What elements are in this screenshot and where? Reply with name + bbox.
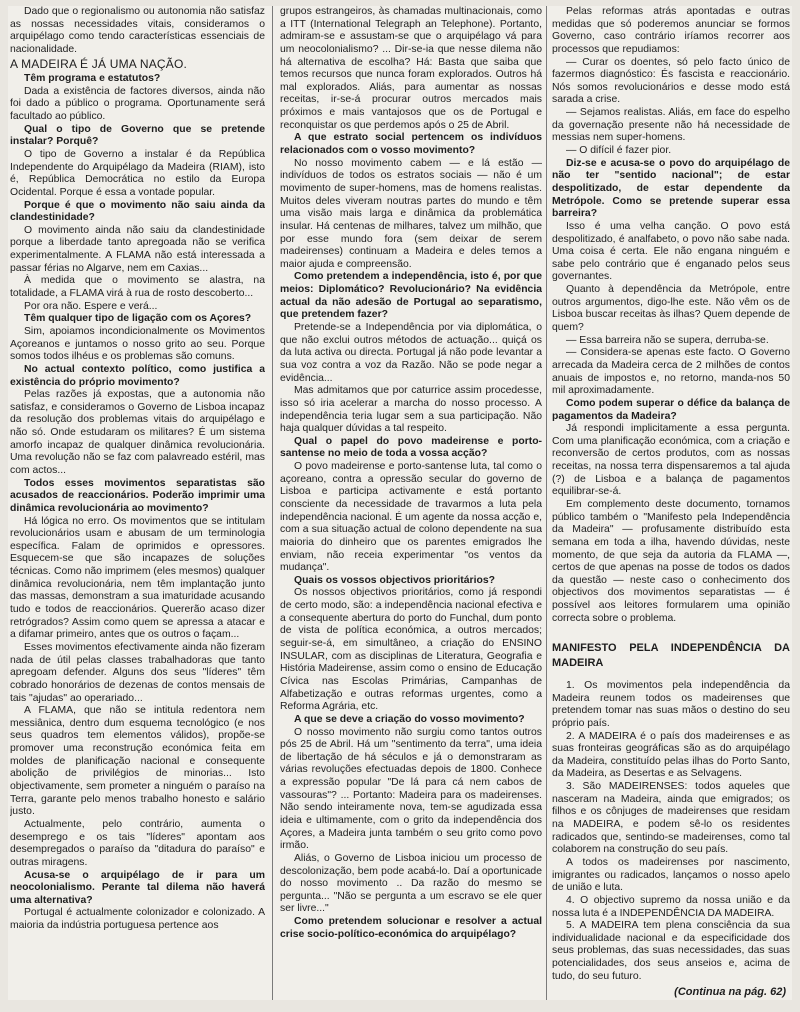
column-divider: [272, 6, 273, 1000]
answer: Pelas razões já expostas, que a autonomia não satisfaz, e consideramos o Governo de Lisboa incapaz da resolução dos problemas vitais do arquipélago e não só. Onde estudaram os militares? É um sistema amorfo incapaz de qualquer dinâmica revolucionária. Uma revolução não se faz com palavreado estéril, mas com actos...: [10, 389, 265, 476]
answer: — O difícil é fazer pior.: [566, 145, 672, 157]
question: Acusa-se o arquipélago de ir para um neocolonialismo. Perante tal dilema não haverá uma alternativa?: [10, 869, 265, 906]
question: Porque é que o movimento não saiu ainda da clandestinidade?: [10, 199, 265, 224]
newspaper-page: [8, 6, 792, 1000]
answer: Aliás, o Governo de Lisboa iniciou um processo de descolonização, bem pode acabá-lo. Daí a oportunicade do nosso movimento .. Da razão do mesmo se pergunta... "Não se pergunta a um escravo se ele quer ser livre...": [280, 852, 542, 915]
question: Quais os vossos objectivos prioritários?: [294, 574, 495, 586]
section-heading: A MADEIRA É JÁ UMA NAÇÃO.: [10, 56, 188, 71]
manifesto-item: 4. O objectivo supremo da nossa união e da nossa luta é a INDEPENDÊNCIA DA MADEIRA.: [552, 894, 790, 919]
answer: — Essa barreira não se supera, derruba-se.: [566, 334, 769, 346]
answer: A FLAMA, que não se intitula redentora nem messiânica, dentro dum esquema tecnológico (e nos seus quadros tem elementos válidos), propõe-se promover uma reconstrução económica feita em moldes de planificação nacional e consequente abolição de privilégios de minorias... Isto objectivamente, sem prometer a ninguém o paraíso na Terra, garante pelo menos trabalho honesto e salário justo.: [10, 705, 265, 818]
answer: O tipo de Governo a instalar é da República Independente do Arquipélago da Madeira (RIAM), isto é, República Democrática no estilo da Europa Ocidental. Porque é essa a vontade popular.: [10, 148, 265, 198]
question: No actual contexto político, como justifica a existência do próprio movimento?: [10, 363, 265, 388]
answer: — Sejamos realistas. Aliás, em face do espelho da governação presente não há necessidade de messias nem super-homens.: [552, 107, 790, 144]
question: Têm programa e estatutos?: [24, 73, 161, 85]
answer: Isso é uma velha canção. O povo está despolitizado, é analfabeto, o povo não sabe nada. Uma coisa é certa. Ele não engana ninguém e sabe pelo contrário que é enganado pelos seus governantes.: [552, 220, 790, 283]
question: Todos esses movimentos separatistas são acusados de reaccionários. Poderão imprimir uma dinâmica revolucionária ao movimento?: [10, 477, 265, 514]
answer: Os nossos objectivos prioritários, como já respondi de certo modo, são: a independência nacional efectiva e a consequente abertura do porto do Funchal, dum ponto de vista de política económica, a outros mercados; seguir-se-á, em simultâneo, a criação do ENSINO INSULAR, com as disciplinas de Literatura, Geografia e História Madeirense, assim como o ensino de Educação Cívica nas Escolas Primárias, Campanhas de Alfabetização e outras reformas urgentes, como a Reforma Agrária, etc.: [280, 587, 542, 713]
column-right: [552, 6, 790, 1000]
manifesto-title: MANIFESTO PELA INDEPENDÊNCIA DA MADEIRA: [552, 642, 790, 669]
question: A que estrato social pertencem os indivíduos relacionados com o vosso movimento?: [280, 132, 542, 157]
column-middle: [280, 6, 542, 1000]
answer: À medida que o movimento se alastra, na totalidade, a FLAMA virá à rua de rosto descoberto...: [10, 275, 265, 300]
answer: O nosso movimento não surgiu como tantos outros pós 25 de Abril. Há um "sentimento da terra", uma ideia de libertação de há séculos e já o demonstraram as várias revoluções efectuadas depois de 1800. Conhece a expressão popular "De lá para cá nem cabos de vassouras"? ... Portanto: Madeira para os madeirenses. Não sendo inteiramente nova, tem-se agudizada essa ideia e ultimamente, com o grito da independência dos Açores, a Madeira junta também o seu grito como povo irmão.: [280, 726, 542, 852]
answer: O povo madeirense e porto-santense luta, tal como o açoreano, contra a opressão secular do governo de Lisboa e participa activamente e está portanto consciente da necessidade de travarmos a luta pela independência nacional. É um agente da nossa acção e, com a sua situação actual de colono dependente na sua maioria do dinheiro que os parentes emigrados lhe enviam, não receia experimentar "os ventos da mudança".: [280, 461, 542, 574]
question: Qual o papel do povo madeirense e porto-santense no meio de toda a vossa acção?: [280, 435, 542, 460]
answer: Dada a existência de factores diversos, ainda não foi dado a público o programa. Oportunamente será facultado ao público.: [10, 85, 265, 123]
answer: Sim, apoiamos incondicionalmente os Movimentos Açoreanos e juntamos o nosso grito ao seu. Porque somos todos ilhéus e os problemas são comuns.: [10, 325, 265, 363]
manifesto-item: A todos os madeirenses por nascimento, imigrantes ou radicados, lançamos o nosso apelo de união e luta.: [552, 856, 790, 894]
continuation-note: (Continua na pág. 62): [674, 986, 786, 998]
answer: Já respondi implicitamente a essa pergunta. Com uma planificação económica, com a criação e reconversão de certos produtos, com as nossas receitas, na nossa terra dispensaremos a tal ajuda (?) de Lisboa e a balança de pagamentos equilibrar-se-á.: [552, 423, 790, 498]
answer: — Considera-se apenas este facto. O Governo arrecada da Madeira cerca de 2 milhões de contos anuais de impostos e, no retorno, manda-nos 50 mil aproximadamente.: [552, 347, 790, 397]
question: Qual o tipo de Governo que se pretende instalar? Porquê?: [10, 123, 265, 148]
answer: Portugal é actualmente colonizador e colonizado. A maioria da indústria portuguesa pertence aos: [10, 907, 265, 932]
question: Têm qualquer tipo de ligação com os Açores?: [24, 313, 252, 325]
question: Diz-se e acusa-se o povo do arquipélago de não ter "sentido nacional"; de estar despolitizado, de estar dependente da Metrópole. Como se pretende superar essa barreira?: [552, 157, 790, 220]
answer: Quanto à dependência da Metrópole, entre outros argumentos, digo-lhe este. Não vêm os de Lisboa buscar receitas às ilhas? Quem depende de quem?: [552, 284, 790, 334]
answer: Pretende-se a Independência por via diplomática, o que não exclui outros métodos de actuação... quiçá os da luta activa ou directa. Portugal já não pode levantar a sua voz contra a voz da Razão. Não se pode negar a evidência...: [280, 322, 542, 384]
manifesto-item: 1. Os movimentos pela independência da Madeira reunem todos os madeirenses que pretendem tomar nas suas mãos o destino do seu próprio país.: [552, 679, 790, 729]
column-left: [10, 6, 265, 1000]
question: Como pretendem solucionar e resolver a actual crise socio-político-económica do arquipélago?: [280, 916, 542, 940]
question: Como pretendem a independência, isto é, por que meios: Diplomático? Revolucionário? Na evidência actual da não adesão de Portugal ao separatismo, que pretendem fazer?: [280, 271, 542, 321]
question: Como podem superar o défice da balança de pagamentos da Madeira?: [552, 397, 790, 422]
answer: Pelas reformas atrás apontadas e outras medidas que só poderemos anunciar se formos Governo, caso contrário iríamos recorrer aos processos que repudiamos:: [552, 6, 790, 55]
answer: No nosso movimento cabem — e lá estão — indivíduos de todos os estratos sociais — não é um movimento de super-homens, mas de homens realistas. Muitos deles viveram noutras partes do mundo e têm uma visão mais larga e dinâmica da problemática insular. Há centenas de milhares, talvez um milhão, que por esse mundo fora (sem deixar de serem madeirenses) continuam a Madeira e deles temos a maior ajuda e compreensão.: [280, 157, 542, 270]
answer: Por ora não. Espere e verá...: [24, 300, 158, 312]
answer: Há lógica no erro. Os movimentos que se intitulam revolucionários usam e abusam de um terminologia específica. Falam de oprimidos e opressores. Esquecem-se que são incapazes de soluções técnicas. Como não imprimem (eles mesmos) qualquer dinâmica revolucionária, nem têm implantação junto das massas, demonstram a sua imaturidade acusando tudo e todos de reaccionários. Quererão acaso dizer retrógrados? Assim como quem se apressa a atacar e a difamar primeiro, antes que os outros o façam...: [10, 515, 265, 641]
answer: Mas admitamos que por caturrice assim procedesse, isso só iria acelerar a marcha do nosso processo. A independência teria lugar sem a sua participação. Não haja qualquer dúvidas a tal respeito.: [280, 385, 542, 435]
manifesto-item: 2. A MADEIRA é o país dos madeirenses e as suas fronteiras geográficas são as do arquipélago da Madeira, constituído pelas ilhas do Porto Santo, da Madeira, as Desertas e as Selvagens.: [552, 730, 790, 780]
question: A que se deve a criação do vosso movimento?: [294, 713, 525, 725]
manifesto-item: 5. A MADEIRA tem plena consciência da sua individualidade nacional e da especificidade dos seus problemas, das suas necessidades, das suas potencialidades, dos seus anseios e, acima de tudo, do seu futuro.: [552, 920, 790, 982]
column-divider: [546, 6, 547, 1000]
answer: Esses movimentos efectivamente ainda não fizeram nada de útil pelas classes trabalhadoras que tanto apregoam defender. Alguns dos seus "líderes" têm cobrado honorários de dezenas de contos mensais de tais "ajudas" ao operariado...: [10, 641, 265, 704]
answer: — Curar os doentes, só pelo facto único de fazermos diagnóstico: És fascista e reaccionário. Nós somos revolucionários e desse modo está sarada a crise.: [552, 56, 790, 106]
intro-paragraph: Dado que o regionalismo ou autonomia não satisfaz as nossas necessidades vitais, consideramos o arquipélago como tendo características essenciais de nacionalidade.: [10, 6, 265, 55]
continued-paragraph: grupos estrangeiros, às chamadas multinacionais, como a ITT (International Telegraph an Telephone). Portanto, admiram-se e assustam-se que o arquipélago vá para um neocolonialismo? ... Dir-se-ia que nesse dilema não há alternativa de escolha? Há: Basta que saiba que temos recursos que nunca foram explorados. Outros há mal explorados. Aliás, para aumentar as nossas receitas, ir-se-á procurar outros mercados mais próximos e mais vantajosos que os de Portugal e reconquistar os que perdemos após o 25 de Abril.: [280, 6, 542, 131]
answer: Actualmente, pelo contrário, aumenta o desemprego e os tais "líderes" apontam aos desempregados o paraíso da "ditadura do paraíso" e outras miragens.: [10, 818, 265, 868]
answer: Em complemento deste documento, tornamos público também o "Manifesto pela Independência da Madeira" — profusamente distribuído esta semana em toda a ilha, havendo dúvidas, neste momento, de que seja da autoria da FLAMA —, certos de que apenas na posse de todos os dados da questão — neste caso o conhecimento dos objectivos dos movimentos separatistas — é possível aos leitores formularem uma opinião correcta sobre o problema.: [552, 498, 790, 624]
manifesto-item: 3. São MADEIRENSES: todos aqueles que nasceram na Madeira, ainda que emigrados; os filhos e os cônjuges de madeirenses que residam na MADEIRA, e podem sê-lo os residentes radicados que, sentindo-se madeirenses, como tal colaborem na construção do seu país.: [552, 781, 790, 856]
answer: O movimento ainda não saiu da clandestinidade porque a liberdade tanto apregoada não se verifica experimentalmente. A FLAMA não está interessada a passar férias no Algarve, nem em Caxias...: [10, 224, 265, 274]
